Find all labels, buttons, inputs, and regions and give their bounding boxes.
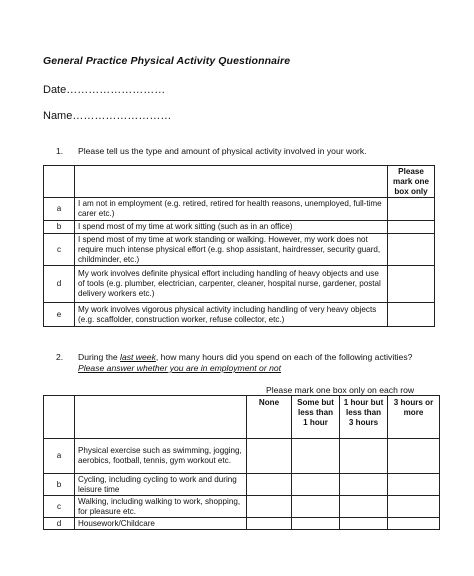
q1-text: Please tell us the type and amount of physical activity involved in your work. [78, 146, 367, 156]
row-letter: b [44, 474, 75, 496]
q2-d-1to3[interactable] [340, 518, 388, 530]
q2-header-1to3: 1 hour but less than 3 hours [340, 396, 388, 439]
row-text: My work involves vigorous physical activity including handling of very heavy objects (e.g. scaffolder, construction worker, refuse collector, etc.) [75, 303, 388, 327]
row-letter: d [44, 518, 75, 530]
q2-text [78, 352, 458, 363]
q2-header-row [44, 396, 440, 439]
q2-text-before: During the [78, 352, 121, 362]
name-field[interactable]: Name……………………… [43, 110, 172, 122]
q2-row-c [44, 496, 440, 518]
row-letter: b [44, 221, 75, 234]
row-text: Walking, including walking to work, shopping, for pleasure etc. [75, 496, 247, 518]
q2-b-none[interactable] [247, 474, 292, 496]
q2-d-3plus[interactable] [388, 518, 440, 530]
q2-row-b [44, 474, 440, 496]
q2-text-emph: last week [120, 352, 156, 362]
q1-row-b [44, 221, 435, 234]
q2-d-lt1[interactable] [292, 518, 340, 530]
q1-checkbox-c[interactable] [388, 234, 435, 266]
row-letter: e [44, 303, 75, 327]
q2-d-none[interactable] [247, 518, 292, 530]
row-text: I spend most of my time at work sitting (such as in an office) [75, 221, 388, 234]
row-letter: d [44, 266, 75, 303]
row-letter: c [44, 496, 75, 518]
row-text: Cycling, including cycling to work and during leisure time [75, 474, 247, 496]
q2-a-lt1[interactable] [292, 439, 340, 474]
q1-checkbox-e[interactable] [388, 303, 435, 327]
q1-number: 1. [56, 146, 64, 156]
row-letter: a [44, 198, 75, 221]
q1-row-a [44, 198, 435, 221]
q1-checkbox-b[interactable] [388, 221, 435, 234]
q2-text-after: , how many hours did you spend on each of the following activities? [155, 352, 413, 362]
q2-row-a [44, 439, 440, 474]
q2-header-lt1: Some but less than 1 hour [292, 396, 340, 439]
row-letter: a [44, 439, 75, 474]
q1-row-c [44, 234, 435, 266]
q2-c-1to3[interactable] [340, 496, 388, 518]
q2-c-lt1[interactable] [292, 496, 340, 518]
row-text: Physical exercise such as swimming, jogging, aerobics, football, tennis, gym workout etc. [75, 439, 247, 474]
q1-checkbox-d[interactable] [388, 266, 435, 303]
q2-b-1to3[interactable] [340, 474, 388, 496]
q1-row-e [44, 303, 435, 327]
row-text: I spend most of my time at work standing or walking. However, my work does not require much intense physical effort (e.g. shop assistant, hairdresser, security guard, childminder, etc.) [75, 234, 388, 266]
q2-a-1to3[interactable] [340, 439, 388, 474]
date-field[interactable]: Date……………………… [43, 84, 166, 96]
q2-b-3plus[interactable] [388, 474, 440, 496]
row-text: My work involves definite physical effort including handling of heavy objects and use of tools (e.g. plumber, electrician, carpenter, cleaner, hospital nurse, gardener, postal delivery workers etc.) [75, 266, 388, 303]
row-text: Housework/Childcare [75, 518, 247, 530]
q2-table [43, 395, 440, 530]
q1-table [43, 165, 435, 327]
q1-mark-header: Please mark one box only [388, 166, 435, 198]
row-text: I am not in employment (e.g. retired, retired for health reasons, unemployed, full-time carer etc.) [75, 198, 388, 221]
q2-number: 2. [56, 352, 64, 362]
q2-instruction: Please answer whether you are in employment or not [78, 363, 282, 373]
document-title: General Practice Physical Activity Questionnaire [43, 55, 291, 67]
q1-row-d [44, 266, 435, 303]
q2-row-d [44, 518, 440, 530]
row-letter: c [44, 234, 75, 266]
q2-c-3plus[interactable] [388, 496, 440, 518]
q2-c-none[interactable] [247, 496, 292, 518]
q2-a-none[interactable] [247, 439, 292, 474]
q2-a-3plus[interactable] [388, 439, 440, 474]
q2-header-3plus: 3 hours or more [388, 396, 440, 439]
q2-b-lt1[interactable] [292, 474, 340, 496]
q1-header-row [44, 166, 435, 198]
q2-mark-note: Please mark one box only on each row [266, 385, 415, 395]
q2-header-none: None [247, 396, 292, 439]
q1-checkbox-a[interactable] [388, 198, 435, 221]
